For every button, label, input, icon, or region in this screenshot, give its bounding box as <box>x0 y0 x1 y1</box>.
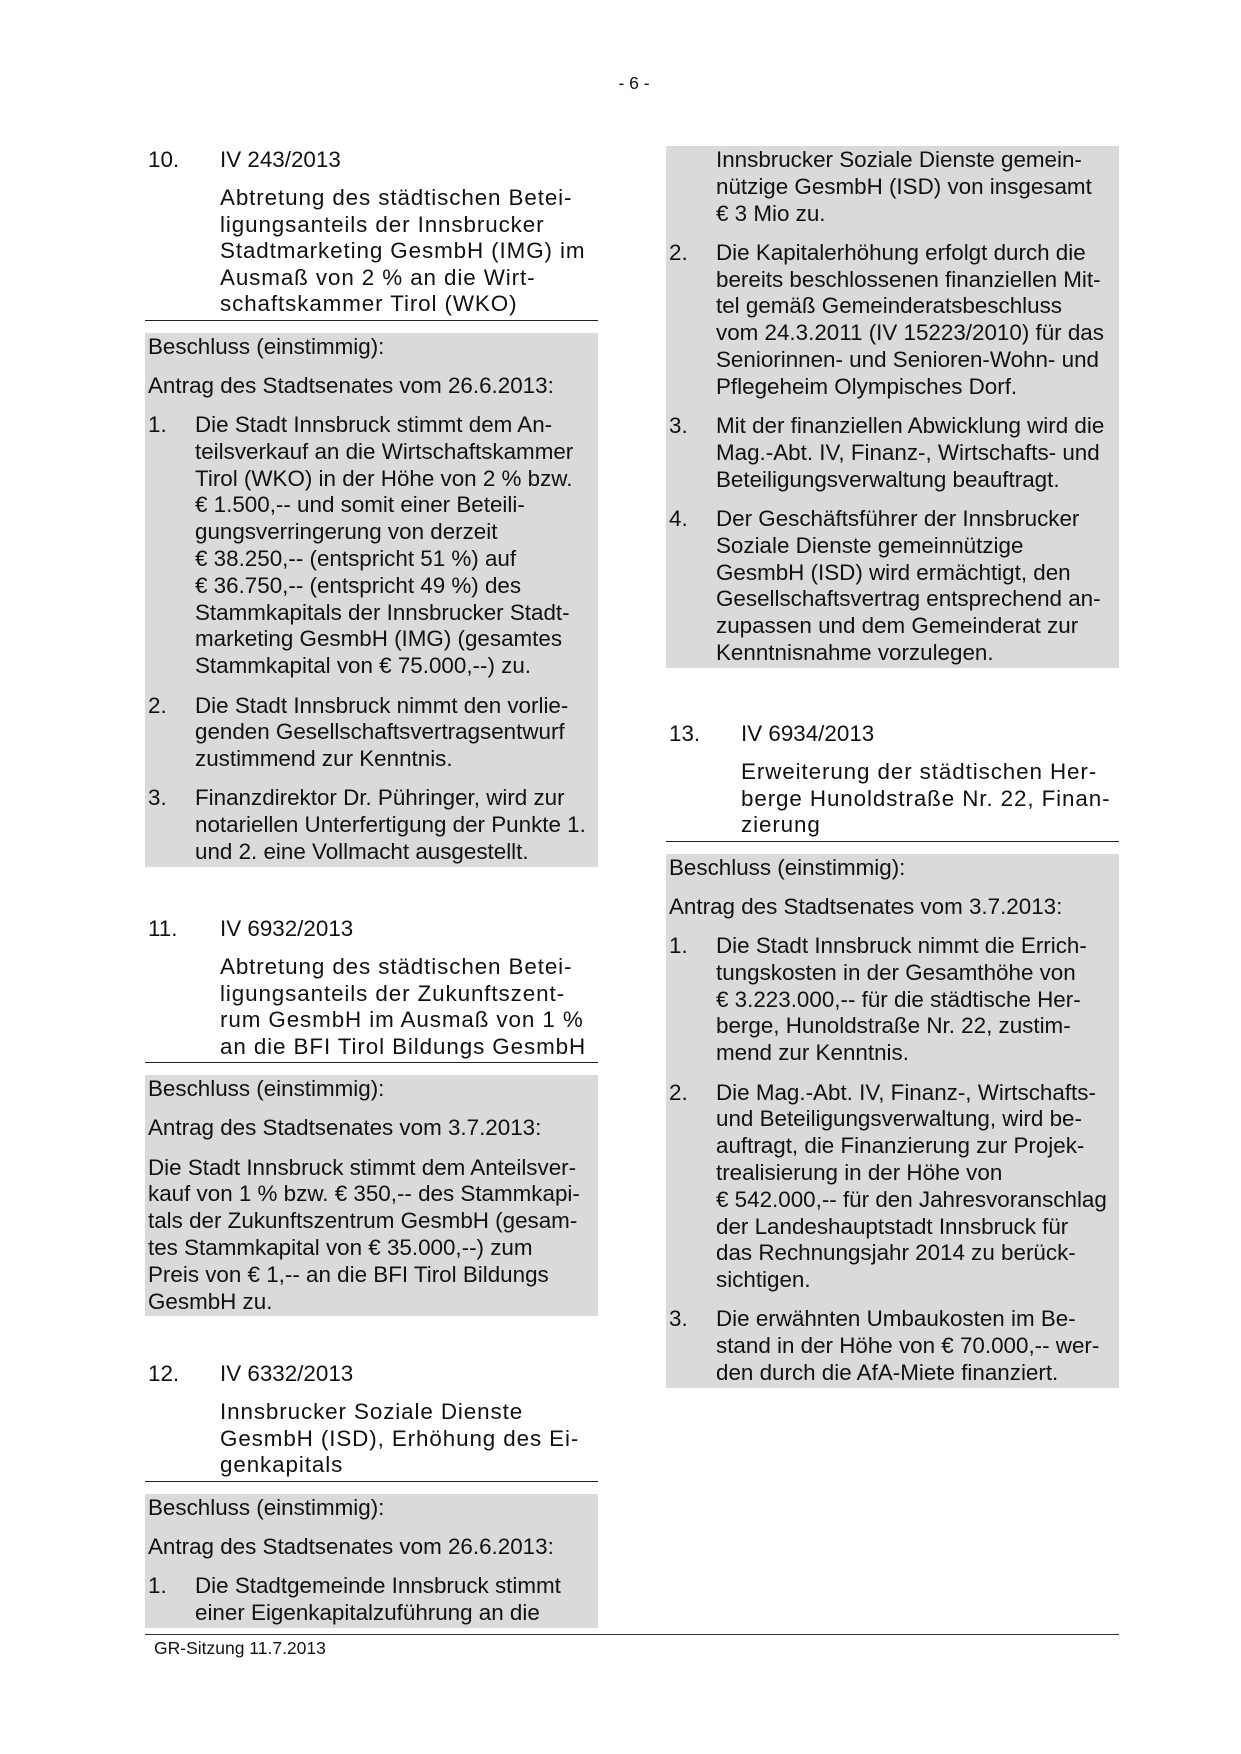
text-line: Seniorinnen- und Senioren-Wohn- und <box>716 347 1099 373</box>
item-reference-code: IV 6932/2013 <box>220 916 354 941</box>
motion-label: Antrag des Stadtsenates vom 26.6.2013: <box>148 372 554 398</box>
agenda-item-10 <box>145 146 598 867</box>
text-line: Die Mag.-Abt. IV, Finanz-, Wirtschafts- <box>716 1079 1096 1105</box>
text-line: € 3.223.000,-- für die städtische Her- <box>716 986 1081 1012</box>
text-line: Die erwähnten Umbaukosten im Be- <box>716 1306 1076 1332</box>
point-text-continued <box>666 147 1119 227</box>
title-line: an die BFI Tirol Bildungs GesmbH <box>220 1033 587 1059</box>
text-line: auftragt, die Finanzierung zur Projek- <box>716 1133 1085 1159</box>
motion-label: Antrag des Stadtsenates vom 26.6.2013: <box>148 1533 554 1559</box>
text-line: Mag.-Abt. IV, Finanz-, Wirtschafts- und <box>716 439 1100 465</box>
point-number: 1. <box>148 412 167 438</box>
point-number: 4. <box>669 506 688 532</box>
title-line: berge Hunoldstraße Nr. 22, Finan- <box>741 785 1111 811</box>
text-line: Innsbrucker Soziale Dienste gemein- <box>716 147 1082 172</box>
point-number: 3. <box>669 1306 688 1332</box>
resolution-point <box>145 1573 598 1627</box>
text-line: marketing GesmbH (IMG) (gesamtes <box>195 626 563 652</box>
point-number: 2. <box>669 239 688 265</box>
resolution-box-continued <box>666 146 1119 668</box>
text-line: kauf von 1 % bzw. € 350,-- des Stammkapi- <box>148 1181 580 1207</box>
item-header <box>145 146 598 173</box>
text-line: Die Stadtgemeinde Innsbruck stimmt <box>195 1573 561 1599</box>
point-number: 3. <box>669 413 688 439</box>
text-line: vom 24.3.2011 (IV 15223/2010) für das <box>716 320 1104 346</box>
point-text <box>716 413 1119 493</box>
item-reference-code: IV 243/2013 <box>220 147 341 172</box>
text-line: einer Eigenkapitalzuführung an die <box>195 1599 540 1625</box>
text-line: tals der Zukunftszentrum GesmbH (gesam- <box>148 1208 578 1234</box>
text-line: mend zur Kenntnis. <box>716 1040 909 1066</box>
point-text <box>195 693 598 773</box>
point-number: 1. <box>669 933 688 959</box>
text-line: Kenntnisnahme vorzulegen. <box>716 640 994 666</box>
motion-label: Antrag des Stadtsenates vom 3.7.2013: <box>669 893 1063 919</box>
text-line: Mit der finanziellen Abwicklung wird die <box>716 413 1105 439</box>
text-line: € 1.500,-- und somit einer Beteili- <box>195 492 525 518</box>
agenda-item-11 <box>145 915 598 1316</box>
text-line: € 542.000,-- für den Jahresvoranschlag <box>716 1186 1107 1212</box>
point-text <box>716 240 1119 401</box>
title-line: Abtretung des städtischen Betei- <box>220 954 573 979</box>
point-number: 2. <box>669 1079 688 1105</box>
text-line: und Beteiligungsverwaltung, wird be- <box>716 1106 1082 1132</box>
text-line: Stammkapitals der Innsbrucker Stadt- <box>195 599 570 625</box>
resolution-point <box>666 240 1119 401</box>
text-line: und 2. eine Vollmacht ausgestellt. <box>195 839 529 865</box>
resolution-text <box>145 1155 598 1316</box>
text-line: trealisierung in der Höhe von <box>716 1159 1003 1185</box>
text-line: Die Kapitalerhöhung erfolgt durch die <box>716 239 1086 265</box>
resolution-point <box>666 506 1119 667</box>
text-line: nützige GesmbH (ISD) von insgesamt <box>716 173 1092 199</box>
text-line: Gesellschaftsvertrag entsprechend an- <box>716 586 1101 612</box>
item-number: 10. <box>148 147 180 172</box>
page-number: - 6 - <box>618 73 650 93</box>
text-line: € 36.750,-- (entspricht 49 %) des <box>195 572 522 598</box>
item-number: 13. <box>669 721 701 746</box>
item-title <box>145 185 598 321</box>
point-text <box>716 1306 1119 1386</box>
text-line: teilsverkauf an die Wirtschaftskammer <box>195 438 574 464</box>
text-line: Die Stadt Innsbruck nimmt den vorlie- <box>195 692 569 718</box>
point-number: 3. <box>148 785 167 811</box>
title-line: ligungsanteils der Innsbrucker <box>220 211 545 237</box>
point-text <box>195 785 598 865</box>
agenda-item-13 <box>666 720 1119 1388</box>
item-reference-code: IV 6332/2013 <box>220 1361 354 1386</box>
title-line: genkapitals <box>220 1452 344 1477</box>
point-text <box>195 1573 598 1627</box>
footer-text: GR-Sitzung 11.7.2013 <box>154 1638 326 1658</box>
title-line: Innsbrucker Soziale Dienste <box>220 1399 524 1424</box>
title-line: rum GesmbH im Ausmaß von 1 % <box>220 1007 584 1032</box>
resolution-point <box>145 693 598 773</box>
item-header <box>145 915 598 942</box>
title-line: zierung <box>741 812 821 837</box>
footer-divider <box>145 1634 1119 1635</box>
text-line: Tirol (WKO) in der Höhe von 2 % bzw. <box>195 465 573 491</box>
decision-label: Beschluss (einstimmig): <box>148 1494 385 1520</box>
resolution-box <box>666 854 1119 1388</box>
point-number: 1. <box>148 1573 167 1599</box>
text-line: zustimmend zur Kenntnis. <box>195 746 453 772</box>
text-line: tungskosten in der Gesamthöhe von <box>716 959 1076 985</box>
text-line: GesmbH zu. <box>148 1288 273 1314</box>
point-number: 2. <box>148 692 167 718</box>
resolution-point <box>666 413 1119 493</box>
item-reference-code: IV 6934/2013 <box>741 721 875 746</box>
item-header <box>666 720 1119 747</box>
item-number: 11. <box>148 916 178 941</box>
item-number: 12. <box>148 1361 180 1386</box>
title-line: Ausmaß von 2 % an die Wirt- <box>220 264 536 290</box>
text-line: € 38.250,-- (entspricht 51 %) auf <box>195 546 517 572</box>
text-line: stand in der Höhe von € 70.000,-- wer- <box>716 1333 1100 1359</box>
text-line: Die Stadt Innsbruck stimmt dem An- <box>195 412 553 438</box>
text-line: Stammkapital von € 75.000,--) zu. <box>195 653 532 679</box>
item-title <box>666 759 1119 842</box>
resolution-point <box>145 412 598 680</box>
text-line: tel gemäß Gemeinderatsbeschluss <box>716 293 1062 319</box>
text-line: Die Stadt Innsbruck nimmt die Errich- <box>716 933 1087 959</box>
point-text <box>716 506 1119 667</box>
resolution-point <box>666 1306 1119 1386</box>
title-line: schaftskammer Tirol (WKO) <box>220 291 518 316</box>
item-title <box>145 954 598 1063</box>
point-text <box>716 1080 1119 1294</box>
text-line: der Landeshauptstadt Innsbruck für <box>716 1213 1069 1239</box>
item-header <box>145 1360 598 1387</box>
item-title <box>145 1399 598 1482</box>
title-line: ligungsanteils der Zukunftszent- <box>220 980 565 1006</box>
text-line: das Rechnungsjahr 2014 zu berück- <box>716 1240 1076 1266</box>
agenda-item-12 <box>145 1360 598 1628</box>
text-line: € 3 Mio zu. <box>716 200 826 226</box>
text-line: genden Gesellschaftsvertragsentwurf <box>195 719 565 745</box>
text-line: berge, Hunoldstraße Nr. 22, zustim- <box>716 1013 1071 1039</box>
text-line: GesmbH (ISD) wird ermächtigt, den <box>716 559 1071 585</box>
title-line: Stadtmarketing GesmbH (IMG) im <box>220 238 586 263</box>
text-line: zupassen und dem Gemeinderat zur <box>716 613 1079 639</box>
text-line: sichtigen. <box>716 1267 811 1293</box>
resolution-point <box>666 933 1119 1067</box>
title-line: Abtretung des städtischen Betei- <box>220 185 573 210</box>
text-line: Beteiligungsverwaltung beauftragt. <box>716 466 1060 492</box>
text-line: Die Stadt Innsbruck stimmt dem Anteilsver- <box>148 1154 577 1180</box>
resolution-box <box>145 333 598 867</box>
resolution-point <box>145 785 598 865</box>
text-line: bereits beschlossenen finanziellen Mit- <box>716 266 1101 292</box>
text-line: Preis von € 1,-- an die BFI Tirol Bildungs <box>148 1261 549 1287</box>
resolution-box <box>145 1075 598 1316</box>
decision-label: Beschluss (einstimmig): <box>148 1076 385 1101</box>
text-line: Pflegeheim Olympisches Dorf. <box>716 373 1018 399</box>
text-line: gungsverringerung von derzeit <box>195 519 498 545</box>
title-line: Erweiterung der städtischen Her- <box>741 759 1098 784</box>
resolution-point <box>666 1080 1119 1294</box>
point-text <box>716 933 1119 1067</box>
point-text <box>195 412 598 680</box>
decision-label: Beschluss (einstimmig): <box>669 854 906 880</box>
text-line: Finanzdirektor Dr. Pühringer, wird zur <box>195 785 565 811</box>
text-line: notariellen Unterfertigung der Punkte 1. <box>195 812 586 838</box>
text-line: den durch die AfA-Miete finanziert. <box>716 1360 1059 1386</box>
text-line: Soziale Dienste gemeinnützige <box>716 532 1024 558</box>
resolution-box <box>145 1494 598 1628</box>
motion-label: Antrag des Stadtsenates vom 3.7.2013: <box>148 1115 542 1141</box>
decision-label: Beschluss (einstimmig): <box>148 333 385 359</box>
text-line: Der Geschäftsführer der Innsbrucker <box>716 506 1080 532</box>
title-line: GesmbH (ISD), Erhöhung des Ei- <box>220 1425 580 1451</box>
text-line: tes Stammkapital von € 35.000,--) zum <box>148 1234 533 1260</box>
